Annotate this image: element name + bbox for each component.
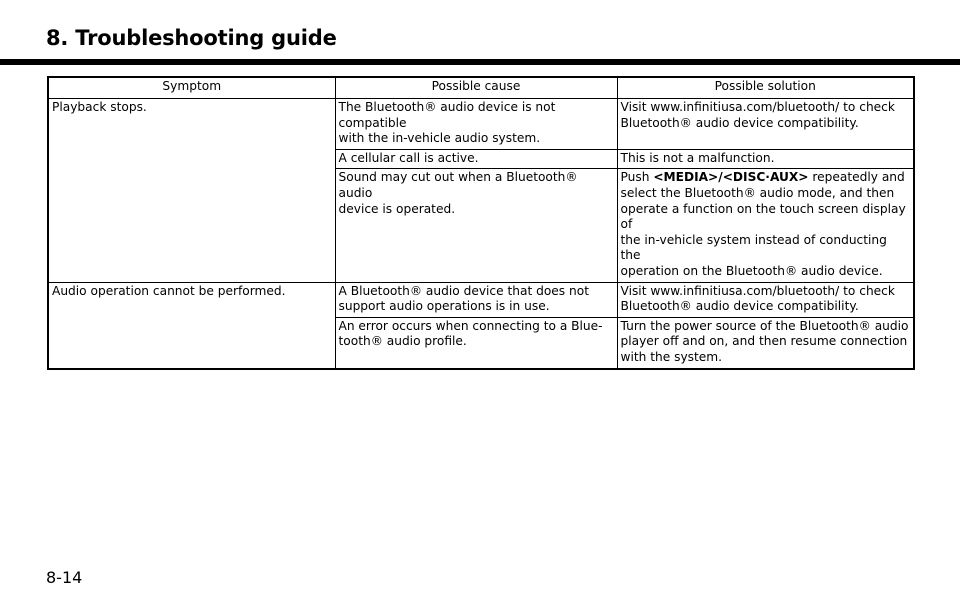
- table-header-row: [48, 77, 914, 99]
- table-row: [48, 99, 914, 150]
- cause-cell: The Bluetooth® audio device is not compatible with the in-vehicle audio system.: [335, 99, 617, 150]
- column-header-possible-cause: Possible cause: [335, 77, 617, 99]
- cause-cell: A Bluetooth® audio device that does not support audio operations is in use.: [335, 282, 617, 317]
- cause-cell: Sound may cut out when a Bluetooth® audio device is operated.: [335, 169, 617, 282]
- cause-cell: A cellular call is active.: [335, 149, 617, 169]
- symptom-cell: Playback stops.: [48, 99, 335, 283]
- solution-text-suffix: repeatedly and select the Bluetooth® audio mode, and then operate a function on the touch screen display of the in-vehicle system instead of conducting the operation on the Bluetooth® audio device.: [620, 170, 906, 278]
- column-header-symptom: Symptom: [48, 77, 335, 99]
- media-disc-aux-button-label: <MEDIA>/<DISC·AUX>: [653, 170, 809, 185]
- header-rule: [0, 59, 960, 65]
- column-header-possible-solution: Possible solution: [617, 77, 914, 99]
- solution-cell: This is not a malfunction.: [617, 149, 914, 169]
- cause-cell: An error occurs when connecting to a Blue- tooth® audio profile.: [335, 317, 617, 368]
- solution-cell: Visit www.infinitiusa.com/bluetooth/ to check Bluetooth® audio device compatibility.: [617, 282, 914, 317]
- solution-cell: [617, 169, 914, 282]
- solution-cell: Turn the power source of the Bluetooth® audio player off and on, and then resume connection with the system.: [617, 317, 914, 368]
- solution-text-prefix: Push: [620, 170, 654, 185]
- troubleshooting-table: [47, 76, 915, 370]
- page-title: 8. Troubleshooting guide: [46, 26, 337, 50]
- solution-cell: Visit www.infinitiusa.com/bluetooth/ to check Bluetooth® audio device compatibility.: [617, 99, 914, 150]
- symptom-cell: Audio operation cannot be performed.: [48, 282, 335, 368]
- page-number: 8-14: [46, 568, 83, 587]
- table-row: [48, 282, 914, 317]
